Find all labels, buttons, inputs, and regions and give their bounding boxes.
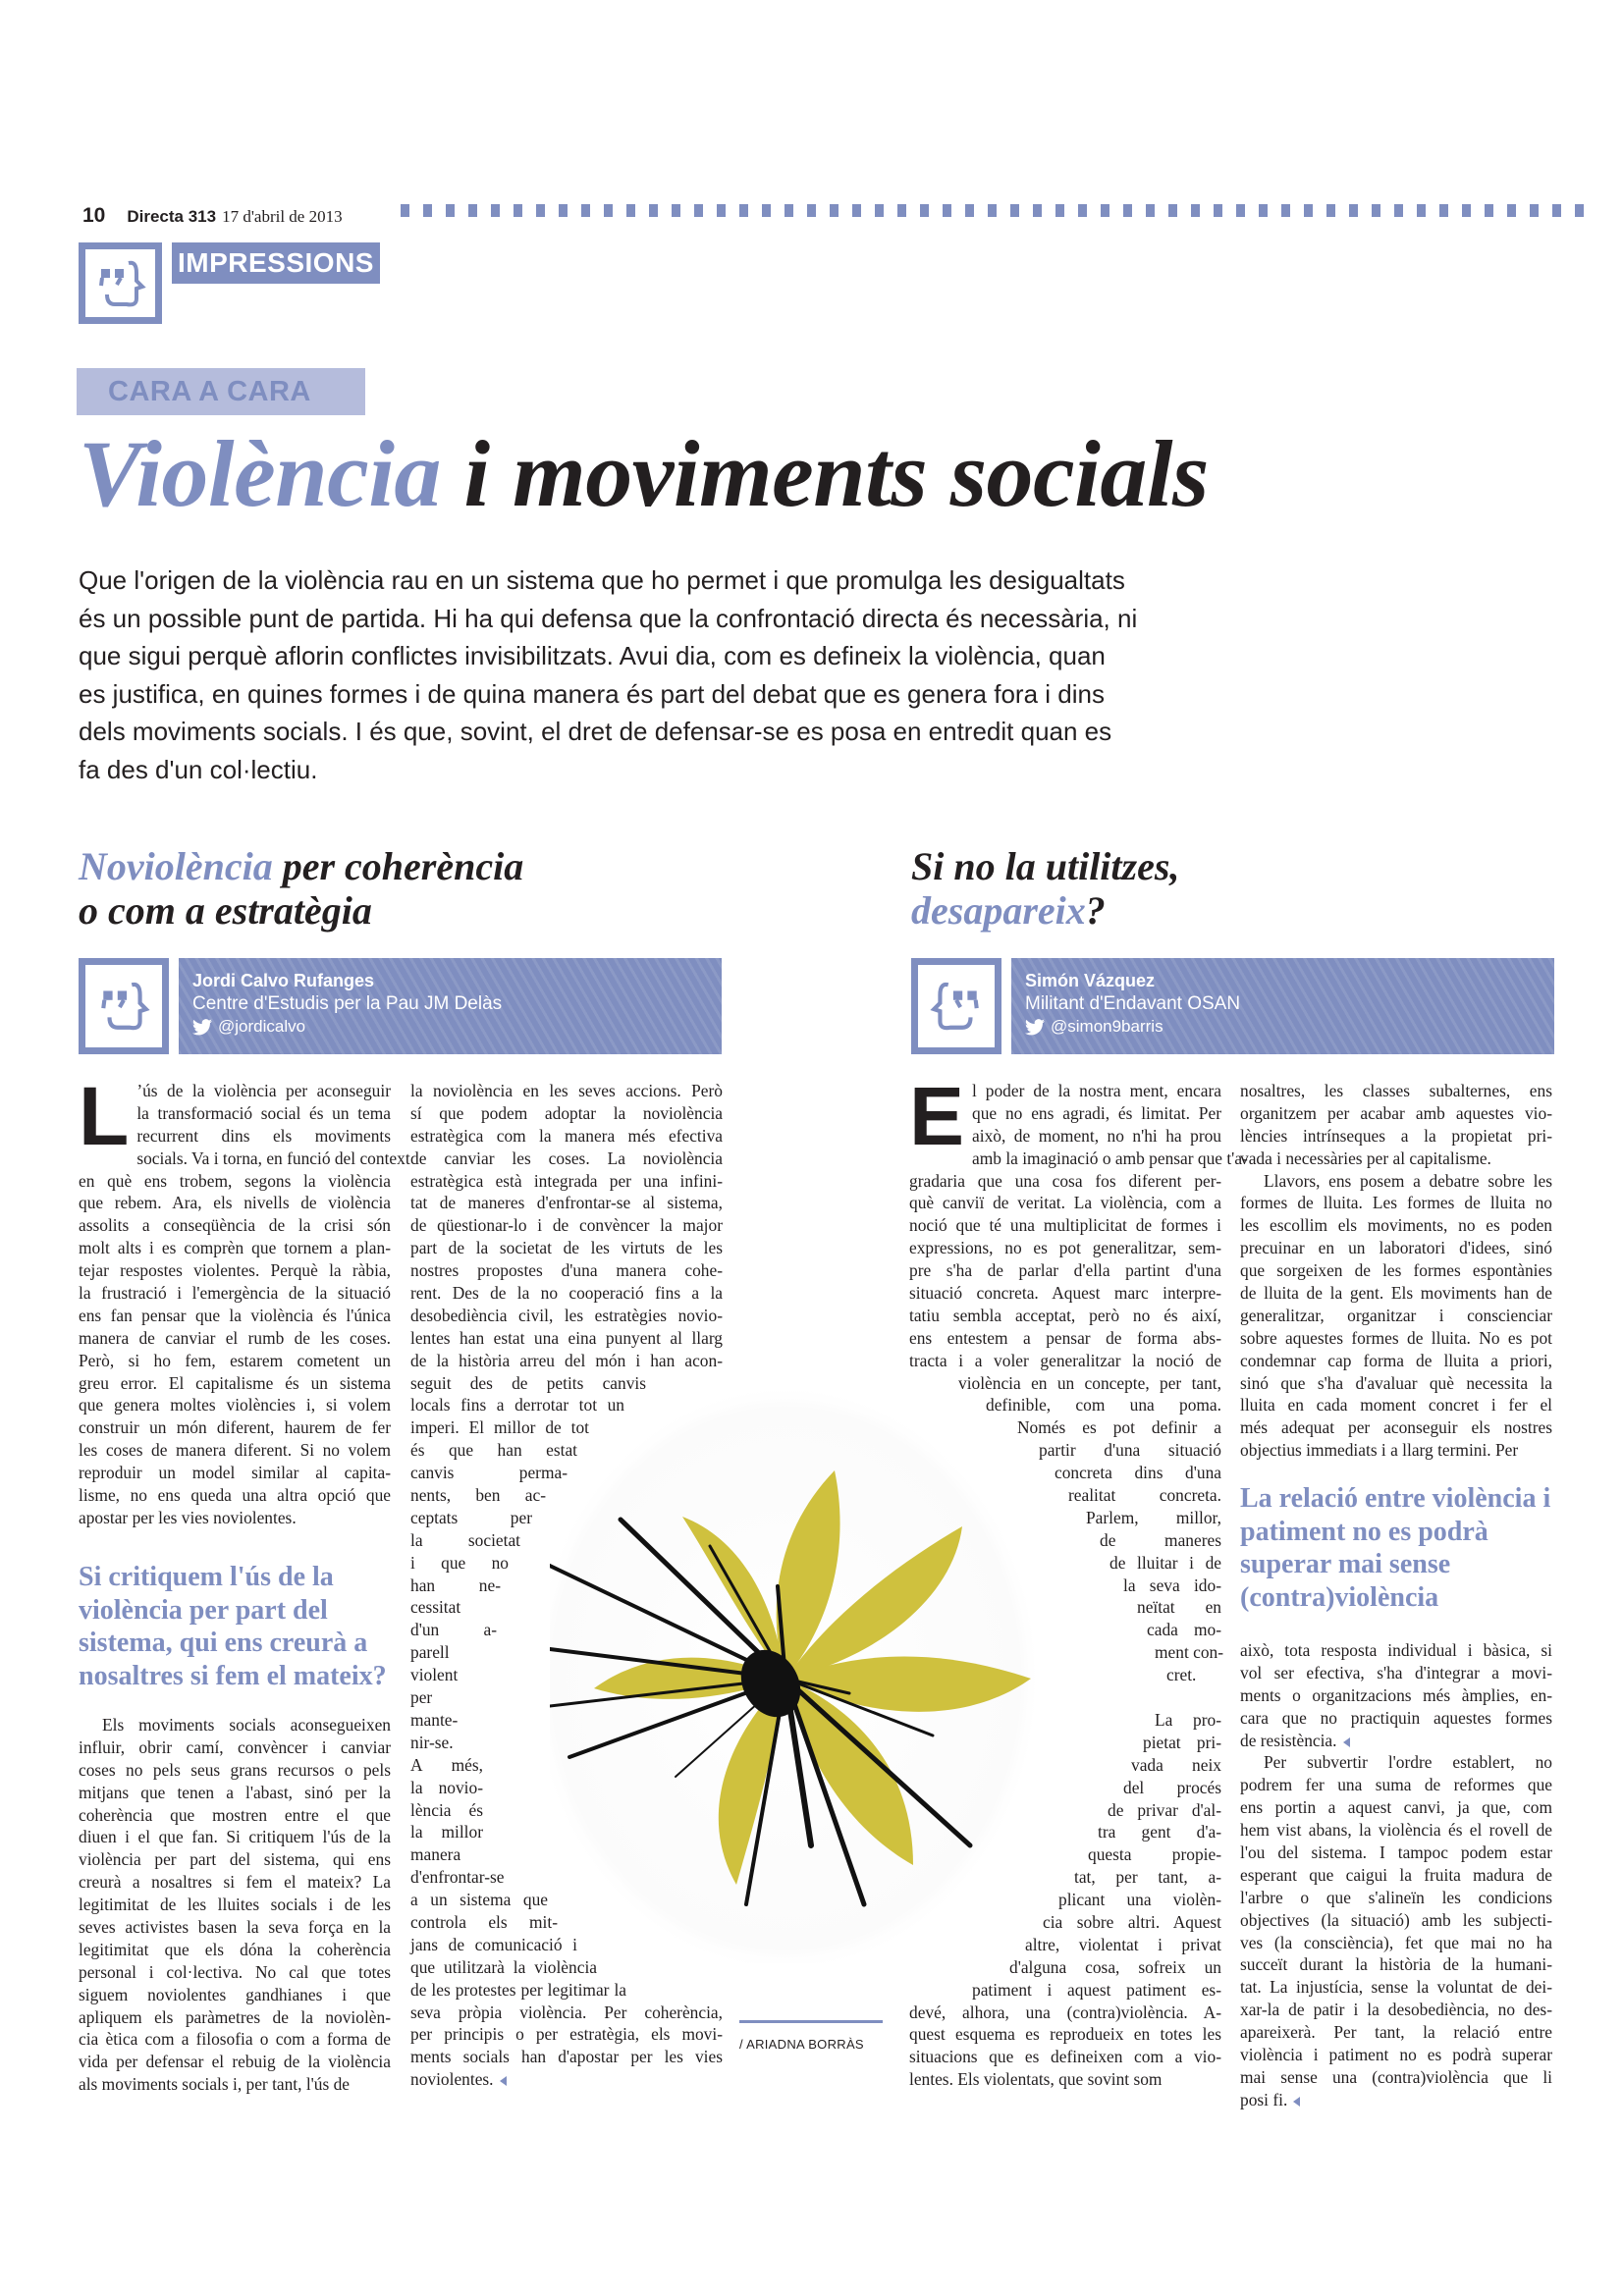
page-folio: [82, 204, 343, 228]
lead-paragraph: Que l'origen de la violència rau en un sistema que ho permet i que promulga les desigualtats és un possible punt de partida. Hi ha qui defensa que la confrontació directa és necessària, ni que sigui perquè aflorin conflictes invisibilitzats. Avui dia, com es defineix la violència, quan es justifica, en quines formes i de quina manera és part del debat que es genera fora i dins dels moviments socials. I és que, sovint, el dret de defensar-se es posa en entredit quan es fa des d'un col·lectiu.: [79, 565, 1138, 784]
text-line: sinó que s'ha d'avaluar què necessita la: [1240, 1372, 1552, 1393]
text-line: assolits a conseqüència de la crisi són: [79, 1215, 391, 1236]
text-line: l'ou del sistema. I tampoc podem estar: [1240, 1842, 1552, 1863]
end-of-article-icon: [500, 2076, 507, 2086]
dropcap: E: [909, 1070, 965, 1162]
text-line: violència i patiment no es podrà superar: [1240, 2045, 1552, 2065]
author-twitter[interactable]: @jordicalvo: [192, 1016, 706, 1038]
text-line: questa propie-: [1088, 1844, 1221, 1865]
text-line: hem vist abans, la violència és el rovell de: [1240, 1820, 1552, 1841]
text-line: Però, si ho fem, estarem cometent un: [79, 1350, 391, 1370]
text-line: la societat: [410, 1529, 520, 1550]
text-line: vol ser efectiva, s'ha d'integrar a movi-: [1240, 1662, 1552, 1682]
right-article-column-2-continued: [1240, 1639, 1552, 2111]
text-line: A més,: [410, 1754, 483, 1775]
text-line: jans de comunicació i: [410, 1934, 577, 1954]
text-line: locals fins a derrotar tot un: [410, 1395, 624, 1415]
text-line: formes de lluita. Les formes de lluita no: [1240, 1193, 1552, 1213]
left-pullquote: Si critiquem l'ús de la violència per part del sistema, qui ens creurà a nosaltres si fem el mateix?: [79, 1562, 387, 1691]
text-line: La pro-: [1155, 1709, 1221, 1730]
text-line: legitimitat que els dóna la coherència: [79, 1939, 391, 1959]
text-line: tejar respostes violentes. Perquè la ràbia,: [79, 1260, 391, 1281]
text-line: nostres propostes d'una manera cohe-: [410, 1260, 723, 1281]
text-line: lluita en cada moment concret i fer el: [1240, 1395, 1552, 1415]
text-line: coses no pels seus grans recursos o pels: [79, 1759, 391, 1780]
right-author-box: [911, 958, 1554, 1054]
text-line: parell: [410, 1642, 450, 1663]
text-line: socials. Va i torna, en funció del context: [136, 1148, 410, 1168]
left-title-line2: o com a estratègia: [79, 888, 372, 933]
text-line: l poder de la nostra ment, encara: [972, 1081, 1221, 1100]
text-line: Llavors, ens posem a debatre sobre les: [1264, 1170, 1552, 1191]
text-line: [1166, 1686, 1221, 1709]
text-line: tra gent d'a-: [1098, 1822, 1221, 1842]
text-line: seva pròpia violència. Per coherència,: [410, 2002, 723, 2022]
text-line: podrem fer una suma de reformes que: [1240, 1775, 1552, 1795]
text-line: estratègica com la manera més efectiva: [410, 1125, 723, 1146]
text-line: nosaltres, les classes subalternes, ens: [1240, 1081, 1552, 1100]
text-line: és que han estat: [410, 1440, 577, 1461]
author-name: Jordi Calvo Rufanges: [192, 971, 375, 990]
text-line: precuinar en un laboratori d'idees, sinó: [1240, 1238, 1552, 1258]
text-line: la seva ido-: [1123, 1575, 1221, 1595]
author-logo: [911, 958, 1001, 1054]
left-title-accent: Noviolència: [79, 844, 273, 888]
text-line: organitzem per acabar amb aquestes vio-: [1240, 1102, 1552, 1123]
column-text: [1240, 1639, 1552, 2111]
text-line: la novio-: [410, 1777, 483, 1797]
text-line: que utilitzarà la violència: [410, 1956, 597, 1977]
text-line: legitimitat de les lluites socials i de les: [79, 1895, 391, 1915]
text-line: que rebem. Ara, els nivells de violència: [79, 1193, 391, 1213]
text-line: controla els mit-: [410, 1911, 558, 1932]
text-line: esperant que caigui la fruita madura de: [1240, 1864, 1552, 1885]
text-line: lències intrínseques a la propietat pri-: [1240, 1125, 1552, 1146]
text-line: noció que té una multiplicitat de formes i: [909, 1215, 1221, 1236]
right-pullquote: La relació entre violència i patiment no es podrà superar mai sense (contra)violència: [1240, 1483, 1551, 1613]
author-info-band: [179, 958, 722, 1054]
text-line: apostar per les vies noviolentes.: [79, 1507, 297, 1527]
text-line: coherència que mostren entre el que: [79, 1804, 391, 1825]
text-line: això, tota resposta individual i bàsica, si: [1240, 1640, 1552, 1660]
text-line: plicant una violèn-: [1058, 1890, 1221, 1910]
text-line: ceptats per: [410, 1507, 532, 1527]
text-line: influir, obrir camí, convèncer i canviar: [79, 1736, 391, 1757]
text-line: Parlem, millor,: [1086, 1507, 1221, 1527]
text-line: apareixerà. Per tant, la relació entre: [1240, 2022, 1552, 2043]
twitter-bird-icon: [1025, 1019, 1045, 1036]
text-line: de maneres: [1100, 1529, 1221, 1550]
illustration-credit: / ARIADNA BORRÀS: [739, 2037, 864, 2052]
section-logo: [79, 242, 162, 324]
text-line: cada mo-: [1147, 1620, 1221, 1640]
text-line: gradaria que una cosa fos diferent per-: [909, 1170, 1221, 1191]
author-organization: Militant d'Endavant OSAN: [1025, 993, 1241, 1014]
text-line: reproduir un model similar al capita-: [79, 1463, 391, 1483]
text-line: ment con-: [1155, 1642, 1224, 1663]
text-line: mitjans que tenen a l'abast, sinó per la: [79, 1782, 391, 1802]
text-line: condemnar cap forma de lluita a priori,: [1240, 1350, 1552, 1370]
text-line: Per subvertir l'ordre establert, no: [1264, 1752, 1552, 1773]
right-article-column-1: [909, 1070, 1248, 2091]
dropcap: L: [79, 1070, 130, 1162]
text-line: que genera moltes violències i, si volem: [79, 1395, 391, 1415]
text-line: del procés: [1123, 1777, 1221, 1797]
text-line: recurrent dins els moviments: [136, 1125, 391, 1146]
text-line: ens portin a aquest canvi, ja que, com: [1240, 1797, 1552, 1818]
text-line: la frustració i l'emergència de la situació: [79, 1283, 391, 1304]
text-line: per principis o per estratègia, els movi-: [410, 2024, 723, 2045]
left-author-box: [79, 958, 722, 1054]
text-line: de lluitar i de: [1109, 1552, 1221, 1573]
text-line: xar-la de patir i la desobediència, no des-: [1240, 2000, 1552, 2020]
text-line: realitat concreta.: [1068, 1485, 1221, 1506]
text-line: lència és: [410, 1799, 483, 1820]
credit-rule: [739, 2020, 883, 2023]
text-line: creurà a nosaltres si fem el mateix? La: [79, 1872, 391, 1893]
left-title-rest: per coherència: [272, 844, 524, 888]
text-line: objectius immediats i a llarg termini. Per: [1240, 1440, 1519, 1461]
text-line: ens fan pensar que la violència és l'única: [79, 1305, 391, 1325]
text-line: tat de maneres d'enfrontar-se al sistema,: [410, 1193, 723, 1213]
text-line: siguem noviolentes gandhianes i que: [79, 1984, 391, 2004]
text-line: canvis perma-: [410, 1463, 568, 1483]
text-line: tracta i a voler generalitzar la noció de: [909, 1350, 1221, 1370]
text-line: imperi. El millor de tot: [410, 1417, 589, 1438]
right-title-line1: Si no la utilitzes,: [911, 844, 1180, 888]
speaking-head-icon: [95, 975, 152, 1038]
text-line: de lluita de la gent. Els moviments han de: [1240, 1283, 1552, 1304]
text-line: tat, per tant, a-: [1074, 1867, 1221, 1888]
text-line: cret.: [1166, 1665, 1197, 1685]
text-line: Només es pot definir a: [1017, 1417, 1221, 1438]
text-line: neïtat en: [1137, 1597, 1221, 1618]
text-line: lentes han estat una eina punyent al llarg: [410, 1327, 723, 1348]
text-line: de qüestionar-lo i de convèncer la major: [410, 1215, 723, 1236]
author-name: Simón Vázquez: [1025, 971, 1156, 990]
text-line: que sorgeixen de les formes espontànies: [1240, 1260, 1552, 1281]
text-line: cessitat: [410, 1597, 461, 1618]
text-line: apliquem els paràmetres de la noviolèn-: [79, 2006, 391, 2027]
text-line: tat. La injustícia, sense la voluntat de dei-: [1240, 1977, 1552, 1998]
column-text: [410, 1080, 723, 2091]
text-line: diuen i el que fan. Si critiquem l'ús de la: [79, 1827, 391, 1847]
text-line: objectives (la situació) amb les subjecti-: [1240, 1909, 1552, 1930]
issue-date: 17 d'abril de 2013: [222, 207, 343, 226]
text-line: per: [410, 1687, 433, 1708]
text-line: a un sistema que: [410, 1890, 548, 1910]
text-line: construir un món diferent, haurem de fer: [79, 1417, 391, 1438]
left-article-column-2: [410, 1080, 723, 2091]
speaking-head-icon: [93, 255, 148, 312]
text-line: posi fi.: [1240, 2089, 1552, 2111]
text-line: que no ens agradi, és limitat. Per: [972, 1102, 1221, 1123]
text-line: de les protestes per legitimar la: [410, 1979, 626, 2000]
text-line: vida per defensar el rebuig de la violència: [79, 2052, 391, 2072]
text-line: succeït durant la història de la humani-: [1240, 1954, 1552, 1975]
text-line: tatiu sembla acceptat, però no és així,: [909, 1305, 1221, 1325]
text-line: partir d'una situació: [1039, 1440, 1221, 1461]
text-line: mante-: [410, 1709, 459, 1730]
speaking-head-icon: [928, 975, 985, 1038]
text-line: ’ús de la violència per aconseguir: [136, 1081, 391, 1100]
publication-name: Directa 313: [127, 207, 217, 226]
text-line: de resistència.: [1240, 1730, 1552, 1752]
text-line: de privar d'al-: [1108, 1799, 1221, 1820]
text-line: la transformació social és un tema: [136, 1102, 391, 1123]
text-line: ments socials han d'apostar per les vies: [410, 2047, 723, 2067]
text-line: part de la societat de les virtuts de les: [410, 1238, 723, 1258]
text-line: violència en un concepte, per tant,: [958, 1372, 1221, 1393]
right-article-column-2: [1240, 1080, 1552, 1462]
text-line: d'alguna cosa, sofreix un: [1009, 1956, 1221, 1977]
text-line: cara que no practiquin aquestes formes: [1240, 1707, 1552, 1728]
text-line: desobediència civil, les estratègies novio-: [410, 1305, 723, 1325]
author-organization: Centre d'Estudis per la Pau JM Delàs: [192, 993, 503, 1014]
left-article-title: [79, 844, 523, 933]
headline-main: i moviments socials: [440, 421, 1209, 526]
page-headline: [79, 420, 1209, 528]
text-line: devé, alhora, una (contra)violència. A-: [909, 2002, 1221, 2022]
text-line: en què ens trobem, segons la violència: [79, 1170, 391, 1191]
text-line: molt alts i es comprèn que tornem a plan-: [79, 1238, 391, 1258]
twitter-bird-icon: [192, 1019, 212, 1036]
kicker-label: CARA A CARA: [77, 368, 365, 415]
end-of-article-icon: [1343, 1737, 1350, 1747]
text-line: manera: [410, 1844, 461, 1865]
text-line: la millor: [410, 1822, 483, 1842]
text-line: han ne-: [410, 1575, 501, 1595]
right-title-end: ?: [1085, 888, 1106, 933]
text-line: noviolentes.: [410, 2068, 723, 2091]
text-line: mai sense una (contra)violència que li: [1240, 2066, 1552, 2087]
text-line: de la història arreu del món i han acon-: [410, 1350, 723, 1370]
text-line: cia sobre altri. Aquest: [1043, 1911, 1221, 1932]
text-line: sí que podem adoptar la noviolència: [410, 1102, 723, 1123]
text-line: vada i necessàries per al capitalisme.: [1240, 1148, 1491, 1168]
text-line: de canviar les coses. La noviolència: [410, 1148, 723, 1168]
text-line: personal i col·lectiva. No cal que totes: [79, 1961, 391, 1982]
text-line: d'enfrontar-se: [410, 1867, 505, 1888]
text-line: estratègica està integrada per una infini-: [410, 1170, 723, 1191]
page-number: 10: [82, 204, 106, 227]
text-line: rent. Des de la no cooperació fins a la: [410, 1283, 723, 1304]
text-line: lentes. Els violentats, que sovint som: [909, 2069, 1163, 2090]
end-of-article-icon: [1293, 2097, 1300, 2107]
text-line: situacions que es defineixen com a vio-: [909, 2047, 1221, 2067]
text-line: violència per part del sistema, qui ens: [79, 1849, 391, 1870]
left-article-column-1: [79, 1070, 410, 1529]
text-line: patiment i aquest patiment es-: [972, 1979, 1221, 2000]
header-dotted-rule: [401, 204, 1591, 217]
headline-accent: Violència: [79, 421, 441, 526]
right-article-title: [911, 844, 1179, 933]
text-line: més adequat per aconseguir els nostres: [1240, 1417, 1552, 1438]
column-text: [909, 1070, 1248, 2091]
text-line: definible, com una poma.: [986, 1395, 1221, 1415]
text-line: ves (la consciència), fet que mai no ha: [1240, 1932, 1552, 1952]
text-line: generalitzar, organitzar i conscienciar: [1240, 1305, 1552, 1325]
text-line: concreta dins d'una: [1055, 1463, 1221, 1483]
text-line: l'arbre o que s'alineïn les condicions: [1240, 1887, 1552, 1907]
left-article-column-1-continued: [79, 1714, 391, 2096]
text-line: les escollim els moviments, no es poden: [1240, 1215, 1552, 1236]
text-line: sobre aquestes formes de lluita. No es pot: [1240, 1327, 1552, 1348]
text-line: altre, violentat i privat: [1025, 1934, 1221, 1954]
text-line: situació concreta. Aquest marc interpre-: [909, 1283, 1221, 1304]
author-logo: [79, 958, 169, 1054]
text-line: lisme, no ens queda una altra opció que: [79, 1485, 391, 1506]
right-title-accent: desapareix: [911, 888, 1086, 933]
text-line: ments o organitzacions més àmplies, en-: [1240, 1684, 1552, 1705]
text-line: quest esquema es reprodueix en totes les: [909, 2024, 1221, 2045]
text-line: pietat pri-: [1143, 1732, 1221, 1752]
text-line: manera de canviar el rumb de les coses.: [79, 1327, 391, 1348]
text-line: vada neix: [1131, 1754, 1221, 1775]
text-line: d'un a-: [410, 1620, 497, 1640]
text-line: seguit des de petits canvis: [410, 1372, 646, 1393]
text-line: expressions, no es pot generalitzar, sem-: [909, 1238, 1221, 1258]
text-line: les coses de manera diferent. Si no volem: [79, 1440, 391, 1461]
author-info-band: [1011, 958, 1554, 1054]
text-line: nir-se.: [410, 1732, 454, 1752]
text-line: cia ètica com a filosofia o com a forma de: [79, 2029, 391, 2050]
text-line: què canviï de veritat. La violència, com a: [909, 1193, 1221, 1213]
section-tag: IMPRESSIONS: [172, 242, 380, 284]
text-line: i que no: [410, 1552, 509, 1573]
text-line: amb la imaginació o amb pensar que t'a-: [972, 1148, 1248, 1168]
column-text: [1240, 1080, 1552, 1462]
text-line: als moviments socials i, per tant, l'ús de: [79, 2074, 351, 2095]
column-text: [79, 1714, 391, 2096]
author-twitter[interactable]: @simon9barris: [1025, 1016, 1539, 1038]
text-line: Els moviments socials aconsegueixen: [102, 1715, 391, 1735]
text-line: ens entestem a pensar de forma abs-: [909, 1327, 1221, 1348]
text-line: nents, ben ac-: [410, 1485, 546, 1506]
text-line: seves activistes basen la seva força en la: [79, 1917, 391, 1938]
text-line: violent: [410, 1665, 459, 1685]
text-line: això, de moment, no n'hi ha prou: [972, 1125, 1221, 1146]
text-line: pre s'ha de parlar d'ella partint d'una: [909, 1260, 1221, 1281]
text-line: greu error. El capitalisme és un sistema: [79, 1372, 391, 1393]
text-line: la noviolència en les seves accions. Però: [410, 1081, 723, 1100]
